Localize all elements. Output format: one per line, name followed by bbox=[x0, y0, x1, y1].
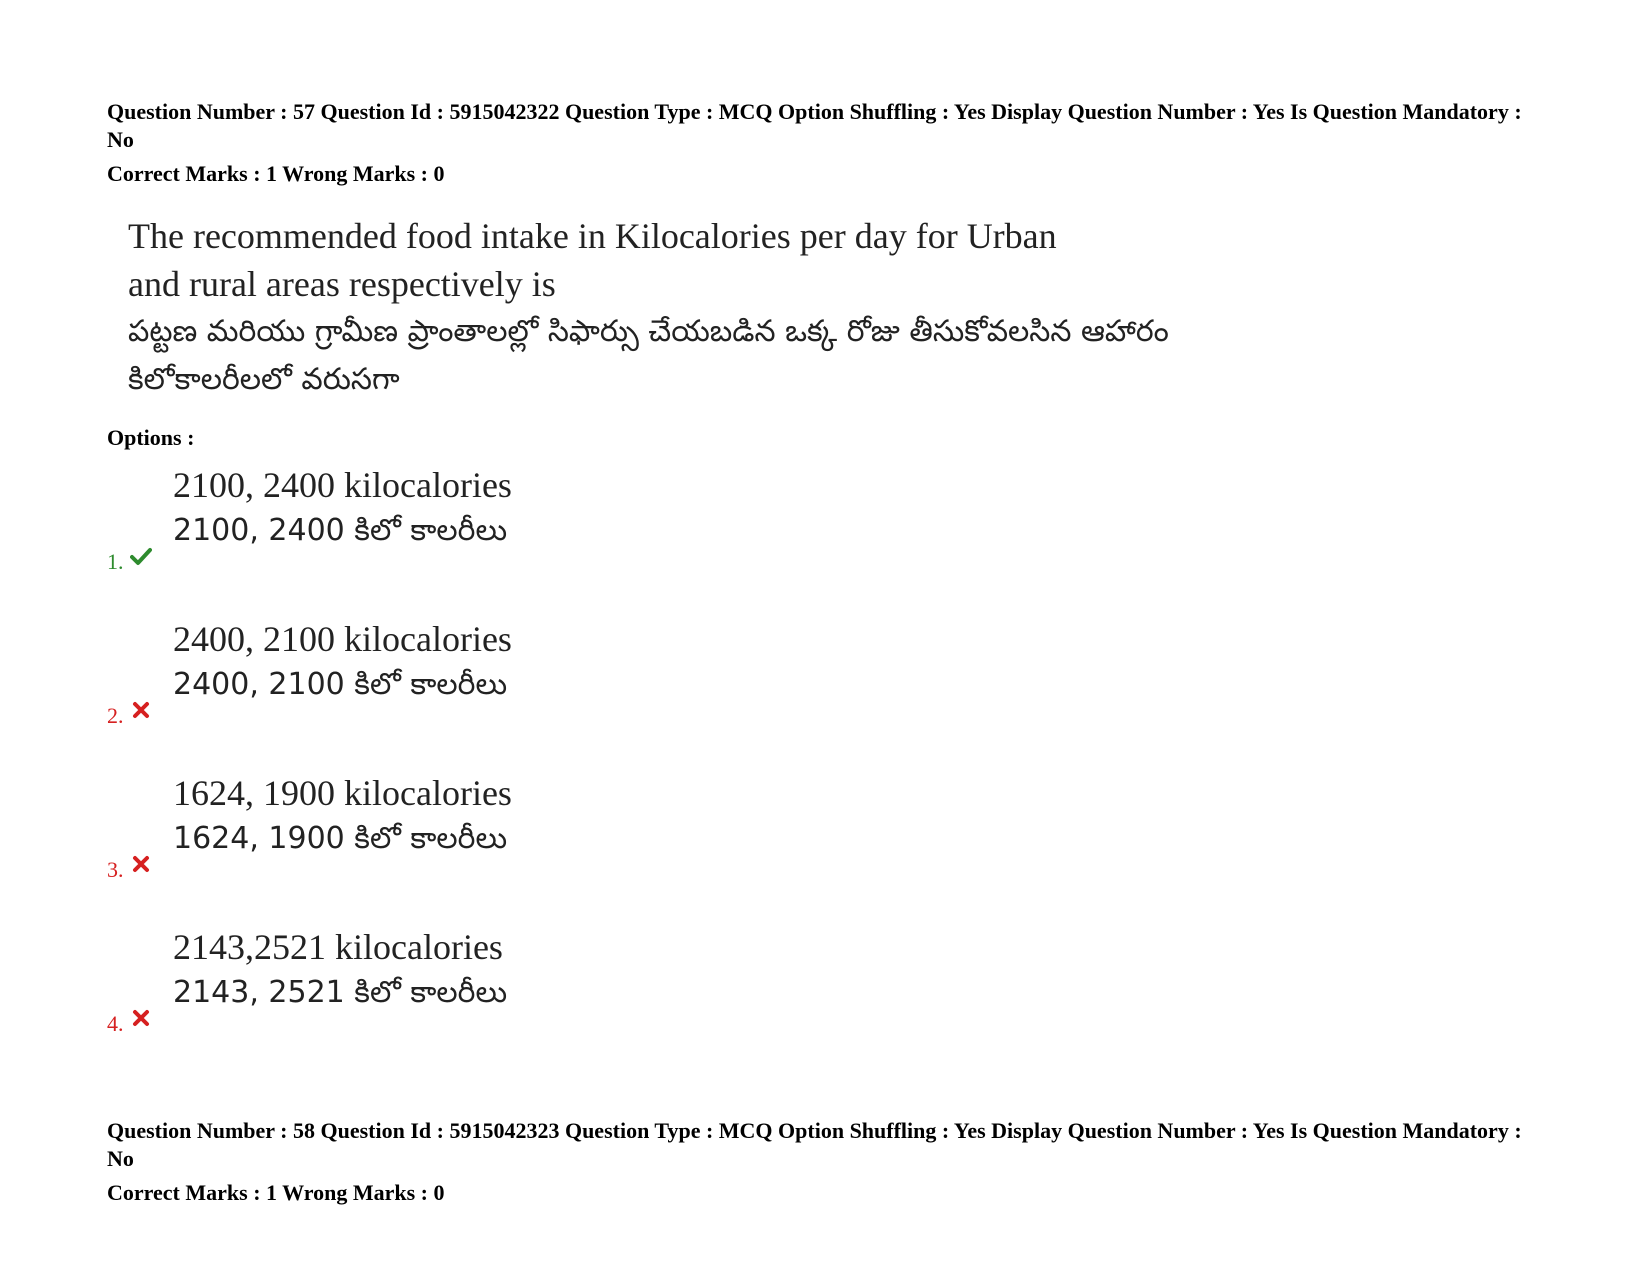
check-icon bbox=[130, 545, 152, 567]
cross-icon bbox=[130, 699, 152, 721]
option-4 bbox=[107, 924, 807, 1044]
question-meta: Question Number : 58 Question Id : 5915042323 Question Type : MCQ Option Shuffling : Yes Display Question Number : Yes Is Question Mandatory : No bbox=[107, 1118, 1522, 1171]
question-57-header bbox=[107, 98, 1547, 188]
question-marks: Correct Marks : 1 Wrong Marks : 0 bbox=[107, 161, 445, 186]
option-number: 4. bbox=[107, 1011, 124, 1036]
question-meta: Question Number : 57 Question Id : 5915042322 Question Type : MCQ Option Shuffling : Yes Display Question Number : Yes Is Question Mandatory : No bbox=[107, 99, 1522, 152]
option-text-te: 2400, 2100 కిలో కాలరీలు bbox=[173, 667, 508, 702]
option-number: 1. bbox=[107, 549, 124, 574]
question-text bbox=[128, 212, 1388, 404]
question-marks: Correct Marks : 1 Wrong Marks : 0 bbox=[107, 1180, 445, 1205]
option-1 bbox=[107, 462, 807, 582]
option-text-en: 2400, 2100 kilocalories bbox=[173, 619, 512, 659]
option-text bbox=[173, 616, 512, 708]
option-text bbox=[173, 462, 512, 554]
option-marker bbox=[107, 550, 152, 574]
option-text-en: 2143,2521 kilocalories bbox=[173, 927, 503, 967]
cross-icon bbox=[130, 1007, 152, 1029]
options-label: Options : bbox=[107, 425, 195, 450]
option-text-te: 2143, 2521 కిలో కాలరీలు bbox=[173, 975, 508, 1010]
option-text bbox=[173, 924, 507, 1016]
option-text bbox=[173, 770, 512, 862]
option-2 bbox=[107, 616, 807, 736]
option-3 bbox=[107, 770, 807, 890]
question-text-te-line2: కిలోకాలరీలలో వరుసగా bbox=[128, 362, 400, 397]
question-text-en-line2: and rural areas respectively is bbox=[128, 264, 556, 304]
question-text-en-line1: The recommended food intake in Kilocalories per day for Urban bbox=[128, 216, 1057, 256]
option-text-te: 1624, 1900 కిలో కాలరీలు bbox=[173, 821, 508, 856]
option-number: 3. bbox=[107, 857, 124, 882]
question-text-te-line1: పట్టణ మరియు గ్రామీణ ప్రాంతాలల్లో సిఫార్సు చేయబడిన ఒక్క రోజు తీసుకోవలసిన ఆహారం bbox=[128, 314, 1169, 349]
option-marker bbox=[107, 704, 152, 728]
option-text-en: 2100, 2400 kilocalories bbox=[173, 465, 512, 505]
cross-icon bbox=[130, 853, 152, 875]
option-marker bbox=[107, 858, 152, 882]
option-marker bbox=[107, 1012, 152, 1036]
option-number: 2. bbox=[107, 703, 124, 728]
option-text-en: 1624, 1900 kilocalories bbox=[173, 773, 512, 813]
question-58-header bbox=[107, 1117, 1547, 1207]
option-text-te: 2100, 2400 కిలో కాలరీలు bbox=[173, 513, 508, 548]
